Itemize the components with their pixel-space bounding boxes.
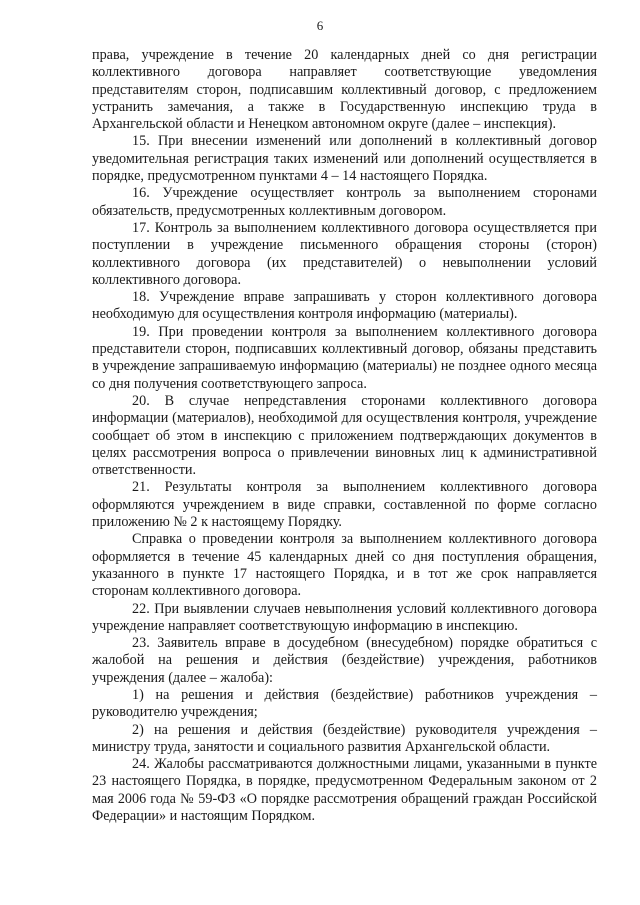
paragraph-item-15: 15. При внесении изменений или дополнений в коллективный договор уведомительная регистрация таких изменений или дополнений осуществляется в порядке, предусмотренном пунктами 4 – 14 настоящего Порядка. xyxy=(92,133,597,185)
paragraph-continuation: права, учреждение в течение 20 календарных дней со дня регистрации коллективного договора направляет соответствующие уведомления представителям сторон, подписавшим коллективный договор, с предложением устранить замечания, а также в Государственную инспекцию труда в Архангельской области и Ненецком автономном округе (далее – инспекция). xyxy=(92,47,597,133)
paragraph-item-22: 22. При выявлении случаев невыполнения условий коллективного договора учреждение направляет соответствующую информацию в инспекцию. xyxy=(92,600,597,634)
paragraph-item-16: 16. Учреждение осуществляет контроль за выполнением сторонами обязательств, предусмотренных коллективным договором. xyxy=(92,185,597,219)
paragraph-item-21: 21. Результаты контроля за выполнением коллективного договора оформляются учреждением в виде справки, составленной по форме согласно приложению № 2 к настоящему Порядку. xyxy=(92,479,597,531)
page-number: 6 xyxy=(316,18,324,33)
paragraph-item-23-sub-2: 2) на решения и действия (бездействие) руководителя учреждения – министру труда, занятости и социального развития Архангельской области. xyxy=(92,721,597,755)
paragraph-item-21-note: Справка о проведении контроля за выполнением коллективного договора оформляется в течение 45 календарных дней со дня поступления обращения, указанного в пункте 17 настоящего Порядка, и в тот же срок направляется сторонам коллективного договора. xyxy=(92,531,597,600)
paragraph-item-18: 18. Учреждение вправе запрашивать у сторон коллективного договора необходимую для осуществления контроля информацию (материалы). xyxy=(92,289,597,323)
paragraph-item-24: 24. Жалобы рассматриваются должностными лицами, указанными в пункте 23 настоящего Порядка, в порядке, предусмотренном Федеральным законом от 2 мая 2006 года № 59-ФЗ «О порядке рассмотрения обращений граждан Российской Федерации» и настоящим Порядком. xyxy=(92,756,597,825)
paragraph-item-17: 17. Контроль за выполнением коллективного договора осуществляется при поступлении в учреждение письменного обращения стороны (сторон) коллективного договора (их представителей) о невыполнении условий коллективного договора. xyxy=(92,219,597,288)
paragraph-item-23: 23. Заявитель вправе в досудебном (внесудебном) порядке обратиться с жалобой на решения и действия (бездействие) учреждения, работников учреждения (далее – жалоба): xyxy=(92,635,597,686)
document-body xyxy=(92,47,597,825)
paragraph-item-23-sub-1: 1) на решения и действия (бездействие) работников учреждения – руководителю учреждения; xyxy=(92,686,597,721)
paragraph-item-19: 19. При проведении контроля за выполнением коллективного договора представители сторон, подписавших коллективный договор, обязаны представить в учреждение запрашиваемую информацию (материалы) не позднее одного месяца со дня получения соответствующего запроса. xyxy=(92,323,597,392)
paragraph-item-20: 20. В случае непредставления сторонами коллективного договора информации (материалов), необходимой для осуществления контроля, учреждение сообщает об этом в инспекцию с приложением подтверждающих документов в целях рассмотрения вопроса о привлечении виновных лиц к административной ответственности. xyxy=(92,392,597,479)
